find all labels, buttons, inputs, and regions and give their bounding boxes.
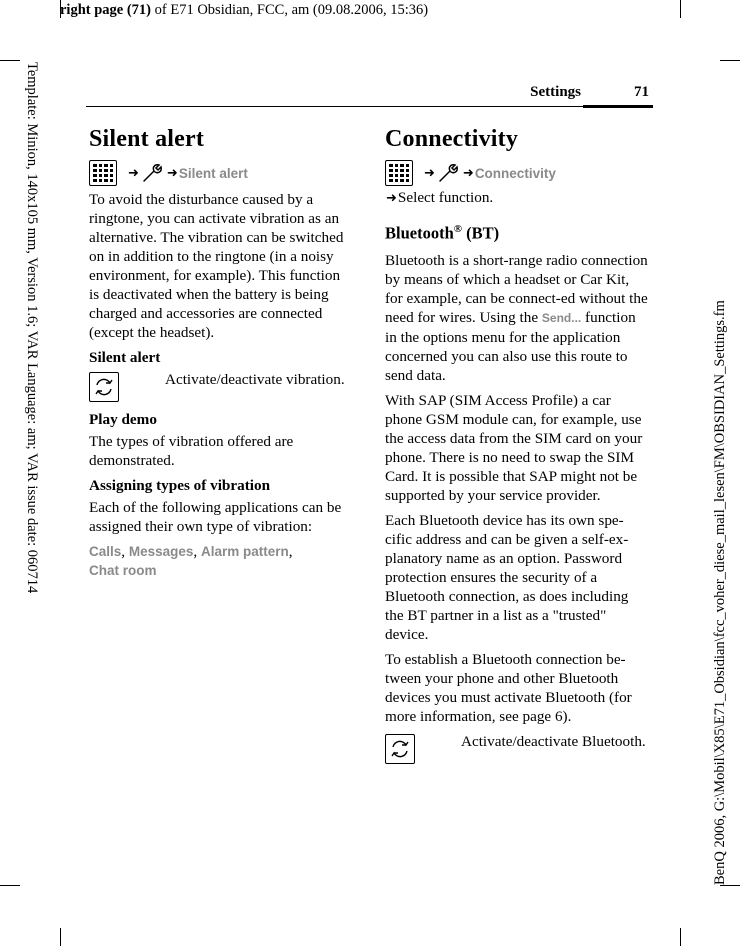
establish-paragraph: To establish a Bluetooth connection be-tween your phone and other Bluetooth devices you must activate Bluetooth (for more information, see page 6). <box>385 650 632 725</box>
app-chat-room: Chat room <box>89 563 157 578</box>
menu-path-tail <box>385 188 649 208</box>
menu-path-label: Silent alert <box>178 165 248 181</box>
print-header-page: right page (71) <box>60 2 152 18</box>
subheading-assigning-types: Assigning types of vibration <box>89 477 271 494</box>
toggle-icon <box>385 734 415 764</box>
app-calls: Calls <box>89 544 122 559</box>
right-column <box>385 124 649 772</box>
page-header <box>86 84 653 108</box>
registered-mark: ® <box>453 223 462 235</box>
crop-mark <box>0 60 20 61</box>
crop-mark <box>720 885 740 886</box>
sap-paragraph: With SAP (SIM Access Profile) a car phone GSM module can, for example, use the access data from the SIM card on your phone. There is no need to swap the SIM Card. It is possible that SAP might not be supported by your service provider. <box>385 391 643 504</box>
arrow-right-icon: ➜ <box>166 165 178 181</box>
menu-grid-icon <box>89 160 117 186</box>
menu-path-label: Connectivity <box>474 165 556 181</box>
app-messages: Messages <box>128 544 194 559</box>
print-header-info: of E71 Obsidian, FCC, am (09.08.2006, 15:36) <box>151 2 429 18</box>
subheading-play-demo: Play demo <box>89 411 157 428</box>
page-number: 71 <box>634 84 649 100</box>
header-rule <box>86 106 653 107</box>
crop-mark <box>0 885 20 886</box>
crop-mark <box>680 928 681 946</box>
play-demo-text: The types of vibration offered are demonstrated. <box>89 433 294 469</box>
p1-text-b: function in the options menu for the application concerned you can also use this route to send data. <box>385 308 636 384</box>
header-rule-thick <box>583 105 653 108</box>
path-tail-text: Select function. <box>397 189 494 206</box>
toggle-icon <box>89 372 119 402</box>
section-title: Settings <box>530 84 581 100</box>
wrench-icon <box>140 162 166 184</box>
crop-mark <box>680 0 681 18</box>
bluetooth-heading <box>385 218 649 245</box>
arrow-right-icon: ➜ <box>386 191 397 206</box>
crop-mark <box>720 60 740 61</box>
p1-text-a: Bluetooth is a short-range radio connection by means of which a headset or Car Kit, for example, can be connect-ed without the need for wires. Using the <box>385 251 648 326</box>
wrench-icon <box>436 162 462 184</box>
application-list: Calls, Messages, Alarm pattern, Chat room <box>89 543 293 578</box>
print-header <box>60 2 428 19</box>
crop-mark <box>60 928 61 946</box>
option-description: Activate/deactivate vibration. <box>165 371 345 388</box>
file-path-info: BenQ 2006, G:\Mobil\X85\E71_Obsidian\fcc_voher_diese_mail_lesen\FM\OBSIDIAN_Settings.fm <box>712 300 728 885</box>
bt-suffix: (BT) <box>461 223 500 243</box>
bt-title: Bluetooth <box>385 223 454 243</box>
option-description: Activate/deactivate Bluetooth. <box>461 732 646 750</box>
send-function-label: Send... <box>541 310 582 325</box>
arrow-right-icon: ➜ <box>128 165 139 181</box>
subheading-silent-alert: Silent alert <box>89 349 161 366</box>
template-info: Template: Minion, 140x105 mm, Version 1.6; VAR Language: am; VAR issue date: 060714 <box>24 62 40 594</box>
option-row <box>89 370 353 402</box>
intro-paragraph: To avoid the disturbance caused by a ringtone, you can activate vibration as an alternative. The vibration can be switched on in addition to the ringtone (in a noisy environment, for example). This function is deactivated when the battery is being charged and accessories are connected (except the headset). <box>89 191 344 341</box>
left-column <box>89 124 353 580</box>
bluetooth-paragraph-1 <box>385 251 649 385</box>
menu-path <box>89 160 353 186</box>
connectivity-heading: Connectivity <box>385 126 519 152</box>
silent-alert-heading: Silent alert <box>89 126 205 152</box>
arrow-right-icon: ➜ <box>462 165 474 181</box>
arrow-right-icon: ➜ <box>424 165 435 181</box>
address-paragraph: Each Bluetooth device has its own spe-cific address and can be given a self-ex-planatory name as an option. Password protection ensures the security of a Bluetooth connection, as does including the BT partner in a list as a "trusted" device. <box>385 511 629 643</box>
menu-path <box>385 160 649 186</box>
menu-grid-icon <box>385 160 413 186</box>
option-row <box>385 732 649 764</box>
app-alarm-pattern: Alarm pattern <box>201 544 289 559</box>
assigning-text: Each of the following applications can be assigned their own type of vibration: <box>89 499 342 535</box>
